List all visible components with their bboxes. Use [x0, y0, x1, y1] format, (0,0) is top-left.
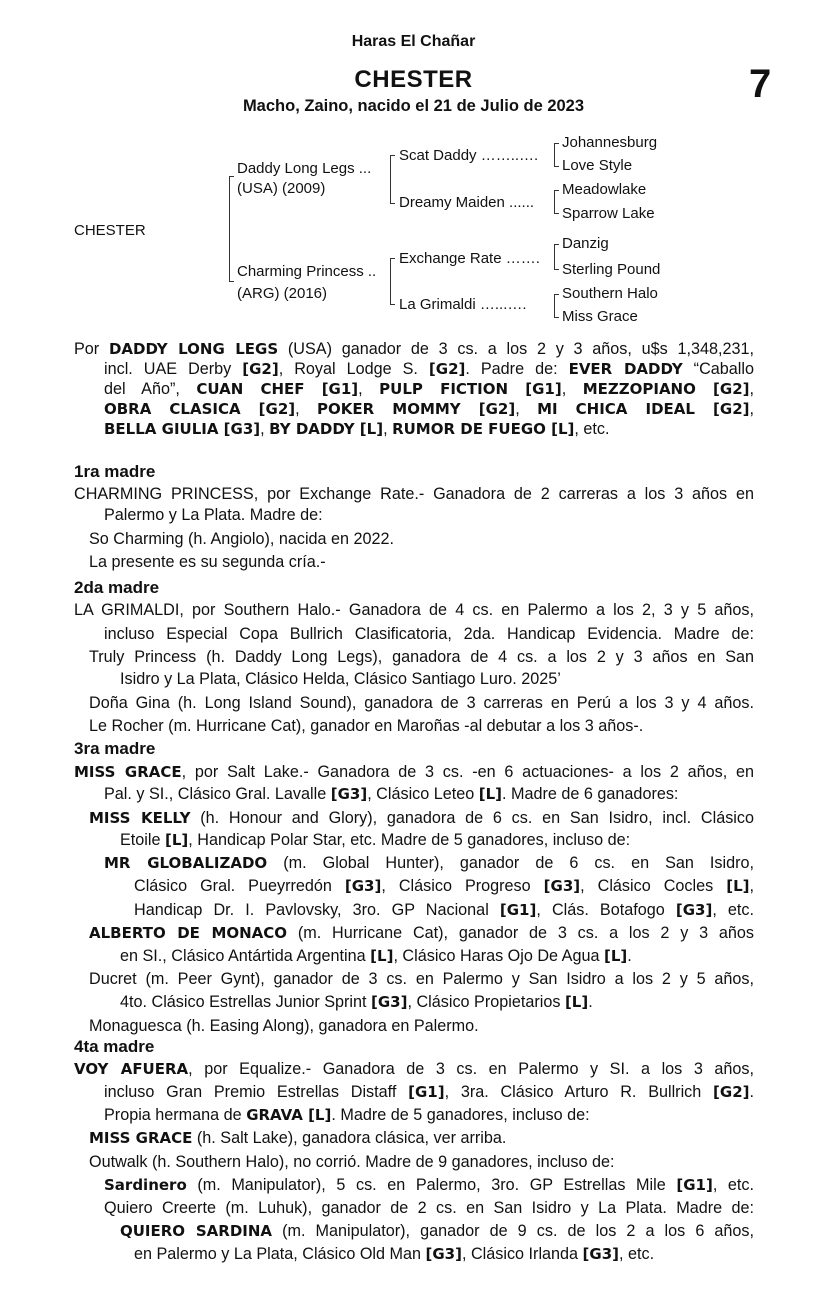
text-segment: , [561, 380, 583, 398]
dam-dots: .. [367, 263, 377, 280]
text-segment: . Madre de 5 ganadores, incluso de: [331, 1106, 590, 1124]
text-line [120, 1221, 754, 1241]
text-line [104, 784, 754, 804]
text-segment: Truly Princess (h. Daddy Long Legs), ganadora de 4 cs. a los 2 y 3 años en San [89, 648, 754, 666]
text-segment: , etc. [712, 901, 754, 919]
bold-text: [G2] [428, 360, 466, 378]
sire-dots: ... [358, 160, 372, 177]
text-segment: Handicap Dr. I. Pavlovsky, 3ro. GP Nacional [134, 901, 500, 919]
bold-text: VOY AFUERA [74, 1060, 189, 1078]
text-segment: , [260, 420, 270, 438]
bold-text: [G3] [371, 993, 408, 1011]
text-segment: , [358, 380, 380, 398]
bold-text: Sardinero [104, 1176, 187, 1194]
bold-text: ALBERTO DE MONACO [89, 924, 288, 942]
text-line [104, 624, 754, 644]
grand-dots: …...…. [479, 296, 527, 313]
text-segment: Pal. y SI., Clásico Gral. Lavalle [104, 785, 331, 803]
text-segment: Por [74, 340, 109, 358]
text-segment: Doña Gina (h. Long Island Sound), ganadora de 3 carreras en Perú a los 3 y 4 años. [89, 694, 754, 712]
text-line [104, 505, 754, 525]
sire-name: Daddy Long Legs [237, 160, 355, 177]
grandsire-maternal [399, 250, 540, 268]
grandsire-paternal [399, 147, 538, 165]
text-line [89, 716, 754, 736]
text-line [89, 529, 754, 549]
text-segment: , etc. [619, 1245, 655, 1263]
bold-text: QUIERO SARDINA [120, 1222, 273, 1240]
grand-name: Exchange Rate [399, 250, 502, 267]
text-segment: incluso Especial Copa Bullrich Clasificatoria, 2da. Handicap Evidencia. Madre de: [104, 625, 754, 643]
bold-text: [L] [165, 831, 189, 849]
text-segment: Propia hermana de [104, 1106, 247, 1124]
horse-details: Macho, Zaino, nacido el 21 de Julio de 2023 [242, 97, 585, 115]
text-segment: , [295, 400, 318, 418]
text-segment: Etoile [120, 831, 165, 849]
great-grandparent: Miss Grace [562, 308, 638, 325]
text-segment: del Año”, [104, 380, 197, 398]
bold-text: [G1] [499, 901, 537, 919]
text-segment: , etc. [574, 420, 610, 438]
bold-text: [L] [478, 785, 503, 803]
bold-text: BY DADDY [L] [269, 420, 384, 438]
text-segment: , Clásico Leteo [367, 785, 479, 803]
text-segment: , Clás. Botafogo [536, 901, 676, 919]
text-segment: Clásico Gral. Pueyrredón [134, 877, 345, 895]
bold-text: BELLA GIULIA [G3] [104, 420, 261, 438]
text-line [104, 419, 754, 439]
text-line [89, 969, 754, 989]
text-segment: , [749, 877, 754, 895]
bold-text: CUAN CHEF [G1] [196, 380, 359, 398]
text-segment: . Madre de 6 ganadores: [502, 785, 679, 803]
farm-name: Haras El Chañar [351, 33, 476, 50]
text-segment: , [749, 400, 754, 418]
text-segment: , por Salt Lake.- Ganadora de 3 cs. -en 6 actuaciones- a los 2 años, en [181, 763, 754, 781]
text-line [120, 992, 754, 1012]
text-line [120, 669, 754, 689]
great-grandparent: Johannesburg [562, 134, 658, 151]
text-line [89, 1152, 754, 1172]
bold-text: OBRA CLASICA [G2] [104, 400, 296, 418]
text-segment: “Caballo [682, 360, 754, 378]
great-grandparent: Danzig [562, 235, 609, 252]
dam-name: Charming Princess [237, 263, 364, 280]
bold-text: [G3] [675, 901, 713, 919]
text-segment: . [627, 947, 632, 965]
section-heading: 4ta madre [74, 1037, 155, 1056]
granddam-paternal [399, 194, 534, 212]
text-line [104, 853, 754, 873]
text-segment: , [383, 420, 393, 438]
text-line [74, 1059, 754, 1079]
horse-name: CHESTER [354, 66, 473, 93]
text-segment: CHARMING PRINCESS, por Exchange Rate.- Ganadora de 2 carreras a los 3 años en [74, 485, 754, 503]
text-segment: Palermo y La Plata. Madre de: [104, 506, 323, 524]
bold-text: MISS KELLY [89, 809, 191, 827]
text-segment: So Charming (h. Angiolo), nacida en 2022. [89, 530, 395, 548]
text-segment: Quiero Creerte (m. Luhuk), ganador de 2 cs. en San Isidro y La Plata. Madre de: [104, 1199, 754, 1217]
text-segment: . [588, 993, 593, 1011]
text-line [89, 808, 754, 828]
bold-text: [L] [370, 947, 394, 965]
sire [237, 160, 371, 178]
great-grandparent: Sterling Pound [562, 261, 661, 278]
text-line [104, 399, 754, 419]
text-segment: (h. Honour and Glory), ganadora de 6 cs. en San Isidro, incl. Clásico [190, 809, 754, 827]
text-line [89, 647, 754, 667]
text-line [134, 876, 754, 896]
lot-number: 7 [749, 62, 772, 106]
text-segment: , [749, 380, 755, 398]
bold-text: RUMOR DE FUEGO [L] [392, 420, 575, 438]
text-segment: Monaguesca (h. Easing Along), ganadora en Palermo. [89, 1017, 479, 1035]
grand-name: La Grimaldi [399, 296, 476, 313]
text-line [104, 1175, 754, 1195]
grand-dots: ...... [509, 194, 535, 211]
text-segment: , Handicap Polar Star, etc. Madre de 5 ganadores, incluso de: [188, 831, 631, 849]
bold-text: DADDY LONG LEGS [108, 340, 279, 358]
bold-text: [L] [564, 993, 589, 1011]
bold-text: PULP FICTION [G1] [379, 380, 562, 398]
bold-text: [G3] [425, 1245, 462, 1263]
text-segment: en Palermo y La Plata, Clásico Old Man [134, 1245, 426, 1263]
bold-text: [G3] [330, 785, 368, 803]
bold-text: [G3] [543, 877, 581, 895]
text-segment: (m. Manipulator), ganador de 9 cs. de los 2 a los 6 años, [272, 1222, 754, 1240]
text-line [104, 1105, 754, 1125]
bold-text: GRAVA [L] [246, 1106, 332, 1124]
text-segment: (m. Hurricane Cat), ganador de 3 cs. a los 2 y 3 años [287, 924, 754, 942]
bold-text: [G1] [408, 1083, 445, 1101]
text-segment: La presente es su segunda cría.- [89, 553, 326, 571]
text-segment: Le Rocher (m. Hurricane Cat), ganador en Maroñas -al debutar a los 3 años-. [89, 717, 644, 735]
bold-text: MI CHICA IDEAL [G2] [537, 400, 750, 418]
text-line [89, 1016, 754, 1036]
great-grandparent: Sparrow Lake [562, 205, 655, 222]
bold-text: [L] [603, 947, 628, 965]
granddam-maternal [399, 296, 527, 314]
text-segment: Isidro y La Plata, Clásico Helda, Clásico Santiago Luro. 2025’ [120, 670, 561, 688]
text-segment: , Clásico Progreso [381, 877, 544, 895]
bold-text: EVER DADDY [568, 360, 683, 378]
text-line [134, 1244, 754, 1264]
text-segment: incluso Gran Premio Estrellas Distaff [104, 1083, 409, 1101]
great-grandparent: Meadowlake [562, 181, 647, 198]
text-line [89, 1128, 754, 1148]
text-segment: , [515, 400, 538, 418]
text-segment: incl. UAE Derby [104, 360, 243, 378]
text-segment: , 3ra. Clásico Arturo R. Bullrich [444, 1083, 714, 1101]
text-line [104, 359, 754, 379]
text-line [74, 600, 754, 620]
grand-dots: ……. [505, 250, 540, 267]
text-segment: (USA) ganador de 3 cs. a los 2 y 3 años, u$s 1,348,231, [278, 340, 754, 358]
text-segment: 4to. Clásico Estrellas Junior Sprint [120, 993, 372, 1011]
grand-name: Dreamy Maiden [399, 194, 505, 211]
text-segment: , Clásico Haras Ojo De Agua [393, 947, 604, 965]
text-line [74, 339, 754, 359]
text-segment: LA GRIMALDI, por Southern Halo.- Ganadora de 4 cs. en Palermo a los 2, 3 y 5 años, [74, 601, 754, 619]
grand-name: Scat Daddy [399, 147, 477, 164]
bold-text: MR GLOBALIZADO [104, 854, 268, 872]
text-line [134, 900, 754, 920]
section-heading: 1ra madre [74, 462, 156, 481]
text-segment: . Padre de: [465, 360, 569, 378]
text-line [104, 1198, 754, 1218]
bold-text: [G1] [676, 1176, 713, 1194]
section-heading: 2da madre [74, 578, 160, 597]
bold-text: MISS GRACE [89, 1129, 193, 1147]
dam-origin: (ARG) (2016) [237, 285, 328, 302]
text-line [74, 762, 754, 782]
text-segment: (m. Global Hunter), ganador de 6 cs. en San Isidro, [267, 854, 755, 872]
bold-text: [G3] [582, 1245, 620, 1263]
text-line [89, 693, 754, 713]
text-segment: , etc. [712, 1176, 754, 1194]
text-segment: , Clásico Propietarios [407, 993, 565, 1011]
text-line [120, 946, 754, 966]
pedigree-subject: CHESTER [74, 222, 146, 239]
text-segment: , por Equalize.- Ganadora de 3 cs. en Palermo y SI. a los 3 años, [188, 1060, 754, 1078]
bold-text: POKER MOMMY [G2] [317, 400, 516, 418]
sire-origin: (USA) (2009) [237, 180, 326, 197]
text-segment: , Clásico Cocles [580, 877, 727, 895]
text-segment: Outwalk (h. Southern Halo), no corrió. Madre de 9 ganadores, incluso de: [89, 1153, 615, 1171]
text-segment: (m. Manipulator), 5 cs. en Palermo, 3ro. GP Estrellas Mile [186, 1176, 677, 1194]
text-segment: en SI., Clásico Antártida Argentina [120, 947, 371, 965]
great-grandparent: Southern Halo [562, 285, 658, 302]
bold-text: MISS GRACE [74, 763, 182, 781]
text-line [89, 552, 754, 572]
bold-text: [G2] [713, 1083, 750, 1101]
text-segment: Ducret (m. Peer Gynt), ganador de 3 cs. en Palermo y San Isidro a los 2 y 5 años, [89, 970, 754, 988]
text-segment: . [749, 1083, 754, 1101]
section-heading: 3ra madre [74, 739, 156, 758]
text-segment: , Clásico Irlanda [461, 1245, 583, 1263]
text-line [104, 1082, 754, 1102]
dam [237, 263, 376, 281]
bold-text: [G2] [242, 360, 279, 378]
text-segment: (h. Salt Lake), ganadora clásica, ver arriba. [192, 1129, 507, 1147]
bold-text: [L] [726, 877, 750, 895]
bold-text: [G3] [344, 877, 382, 895]
bold-text: MEZZOPIANO [G2] [582, 380, 750, 398]
text-segment: , Royal Lodge S. [278, 360, 429, 378]
grand-dots: ……..…. [480, 147, 539, 164]
text-line [89, 923, 754, 943]
text-line [74, 484, 754, 504]
great-grandparent: Love Style [562, 157, 633, 174]
text-line [120, 830, 754, 850]
text-line [104, 379, 754, 399]
